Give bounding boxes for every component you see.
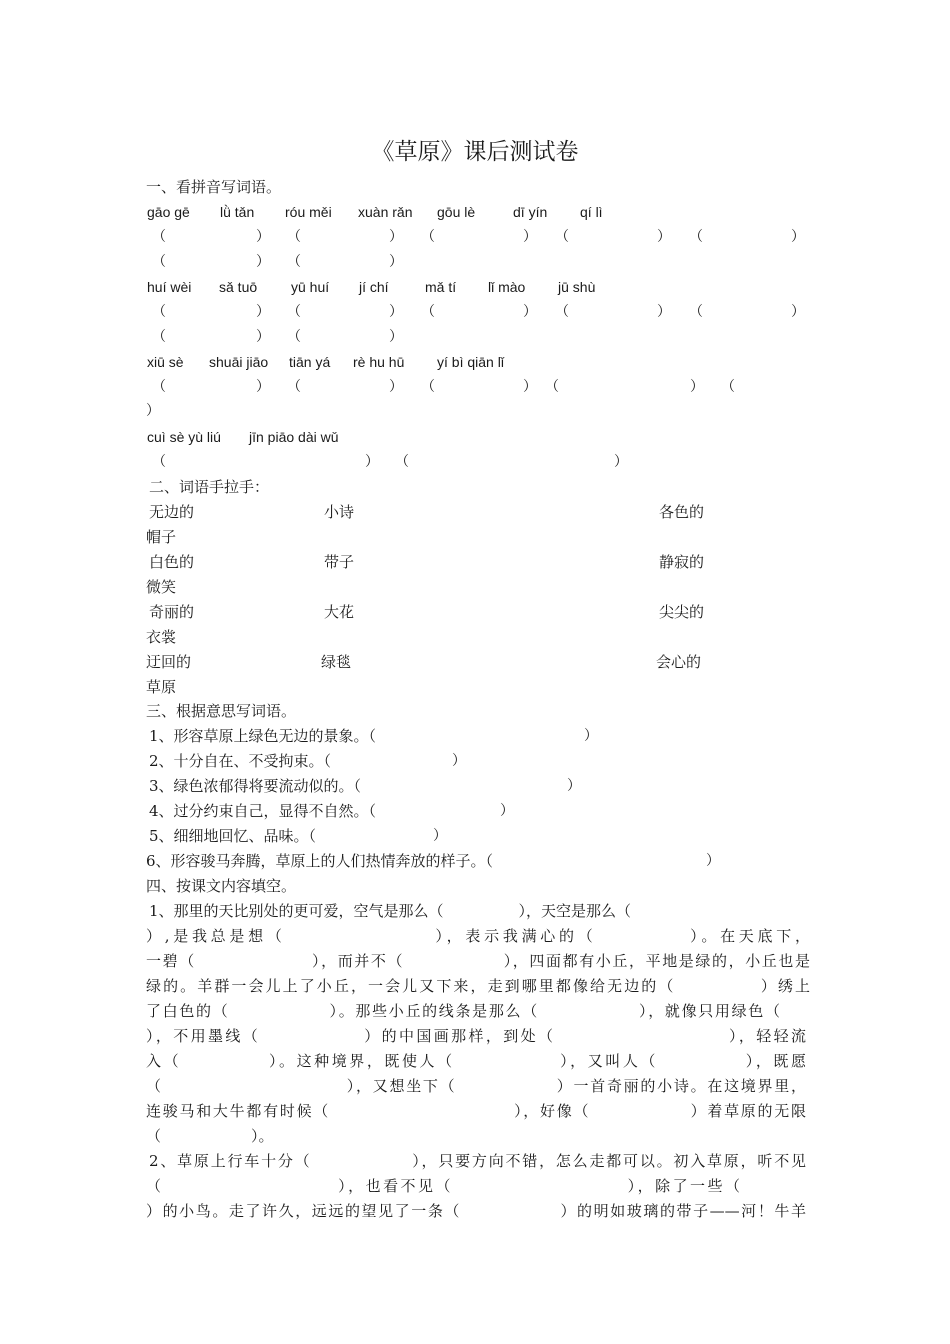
match-left-word: 会心的: [656, 653, 702, 671]
section-4-heading: 四、按课文内容填空。: [146, 877, 297, 895]
answer-close-bracket: ）: [584, 728, 598, 744]
match-right-word: 衣裳: [146, 628, 177, 646]
passage-line: 一碧（ ），而并不（ ），四面都有小丘，平地是绿的，小丘也是: [146, 952, 810, 970]
answer-close-bracket: ）: [690, 379, 704, 395]
pinyin-item: jí chí: [359, 279, 389, 295]
answer-close-bracket: ）: [614, 454, 628, 470]
answer-close-bracket: ）: [256, 379, 270, 395]
match-right-word: 微笑: [146, 578, 177, 596]
definition-item: 4、过分约束自己，显得不自然。（: [149, 802, 377, 820]
answer-close-bracket: ）: [389, 304, 403, 320]
answer-close-bracket: ）: [791, 229, 805, 245]
answer-close-bracket: ）: [389, 254, 403, 270]
answer-open-bracket: （: [721, 379, 735, 395]
pinyin-item: gōu lè: [437, 204, 476, 220]
answer-open-bracket: （: [421, 304, 435, 320]
answer-open-bracket: （: [689, 304, 703, 320]
pinyin-item: huí wèi: [147, 279, 192, 295]
pinyin-item: sǎ tuō: [219, 279, 258, 295]
pinyin-item: qí lì: [580, 204, 603, 220]
passage-line: ）,是我总是想（ ），表示我满心的（ ）。在天底下，: [146, 927, 810, 945]
answer-close-bracket: ）: [365, 454, 379, 470]
answer-close-bracket: ）: [523, 304, 537, 320]
section-1-heading: 一、看拼音写词语。: [146, 178, 282, 196]
answer-open-bracket: （: [152, 254, 166, 270]
answer-close-bracket: ）: [433, 828, 447, 844]
answer-close-bracket: ）: [657, 304, 671, 320]
answer-open-bracket: （: [555, 229, 569, 245]
answer-close-bracket: ）: [256, 254, 270, 270]
section-2-heading: 二、词语手拉手：: [149, 478, 270, 496]
pinyin-item: xuàn rǎn: [358, 204, 413, 220]
passage-line: ），不用墨线（ ）的中国画那样，到处（ ），轻轻流: [146, 1027, 806, 1045]
pinyin-item: lǜ tǎn: [220, 204, 255, 220]
answer-close-bracket: ）: [256, 304, 270, 320]
answer-close-bracket: ）: [706, 853, 720, 869]
answer-close-bracket: ）: [567, 778, 581, 794]
match-right-word: 带子: [324, 553, 355, 571]
answer-open-bracket: （: [152, 229, 166, 245]
pinyin-item: lǐ mào: [488, 279, 526, 295]
page-title: 《草原》课后测试卷: [371, 139, 579, 165]
match-left-word: 无边的: [149, 503, 195, 521]
answer-open-bracket: （: [287, 329, 301, 345]
answer-open-bracket: （: [555, 304, 569, 320]
pinyin-item: tiān yá: [289, 354, 331, 370]
answer-close-bracket: ）: [389, 329, 403, 345]
pinyin-item: jū shù: [558, 279, 596, 295]
answer-open-bracket: （: [421, 379, 435, 395]
definition-item: 2、十分自在、不受拘束。（: [149, 752, 332, 770]
pinyin-item: cuì sè yù liú: [147, 429, 221, 445]
pinyin-item: yū huí: [291, 279, 330, 295]
passage-line: 连骏马和大牛都有时候（ ），好像（ ）着草原的无限: [146, 1102, 806, 1120]
answer-close-bracket: ）: [256, 229, 270, 245]
answer-close-bracket: ）: [523, 379, 537, 395]
answer-close-bracket: ）: [389, 229, 403, 245]
passage-line: （ ）。: [146, 1127, 274, 1145]
answer-close-bracket: ）: [389, 379, 403, 395]
pinyin-item: rè hu hū: [353, 354, 405, 370]
definition-item: 1、形容草原上绿色无边的景象。（: [149, 727, 377, 745]
match-right-word: 小诗: [324, 503, 355, 521]
answer-open-bracket: （: [287, 229, 301, 245]
passage-line: 入（ ）。这种境界，既使人（ ），又叫人（ ），既愿: [146, 1052, 806, 1070]
match-right-word: 绿毯: [321, 653, 352, 671]
passage-line: 了白色的（ ）。那些小丘的线条是那么（ ），就像只用绿色（: [146, 1002, 780, 1020]
answer-open-bracket: （: [152, 454, 166, 470]
answer-close-bracket: ）: [657, 229, 671, 245]
definition-item: 3、绿色浓郁得将要流动似的。（: [149, 777, 362, 795]
match-left-word: 尖尖的: [659, 603, 705, 621]
match-left-word: 各色的: [659, 503, 705, 521]
answer-open-bracket: （: [287, 304, 301, 320]
answer-open-bracket: （: [152, 329, 166, 345]
answer-open-bracket: （: [152, 304, 166, 320]
match-right-word: 草原: [146, 678, 177, 696]
answer-open-bracket: （: [545, 379, 559, 395]
pinyin-item: róu měi: [285, 204, 332, 220]
answer-open-bracket: （: [152, 379, 166, 395]
answer-close-bracket: ）: [452, 753, 466, 769]
match-right-word: 大花: [324, 603, 355, 621]
answer-close-bracket: ）: [791, 304, 805, 320]
passage-line: 2、草原上行车十分（ ），只要方向不错，怎么走都可以。初入草原，听不见: [149, 1152, 806, 1170]
answer-close-bracket: ）: [146, 403, 160, 419]
match-left-word: 迂回的: [146, 653, 192, 671]
passage-line: （ ），也看不见（ ），除了一些（: [146, 1177, 740, 1195]
match-left-word: 奇丽的: [149, 603, 195, 621]
section-3-heading: 三、根据意思写词语。: [146, 702, 297, 720]
match-left-word: 白色的: [149, 553, 195, 571]
passage-line: ）的小鸟。走了许久，远远的望见了一条（ ）的明如玻璃的带子——河！牛羊: [146, 1202, 806, 1220]
pinyin-item: dī yín: [513, 204, 548, 220]
pinyin-item: gāo gē: [147, 204, 190, 220]
definition-item: 5、细细地回忆、品味。（: [149, 827, 317, 845]
answer-open-bracket: （: [395, 454, 409, 470]
passage-line: （ ），又想坐下（ ）一首奇丽的小诗。在这境界里，: [146, 1077, 806, 1095]
answer-open-bracket: （: [287, 254, 301, 270]
match-right-word: 帽子: [146, 528, 177, 546]
pinyin-item: xiū sè: [147, 354, 184, 370]
answer-open-bracket: （: [421, 229, 435, 245]
answer-close-bracket: ）: [500, 803, 514, 819]
definition-item: 6、形容骏马奔腾，草原上的人们热情奔放的样子。（: [146, 852, 494, 870]
answer-close-bracket: ）: [256, 329, 270, 345]
passage-line: 绿的。羊群一会儿上了小丘，一会儿又下来，走到哪里都像给无边的（ ）绣上: [146, 977, 810, 995]
answer-open-bracket: （: [689, 229, 703, 245]
pinyin-item: jīn piāo dài wǔ: [249, 429, 339, 445]
pinyin-item: yí bì qiān lǐ: [437, 354, 504, 370]
answer-open-bracket: （: [287, 379, 301, 395]
match-left-word: 静寂的: [659, 553, 705, 571]
pinyin-item: shuāi jiāo: [209, 354, 269, 370]
pinyin-item: mǎ tí: [425, 279, 457, 295]
passage-line: 1、那里的天比别处的更可爱，空气是那么（ ），天空是那么（: [149, 902, 632, 920]
answer-close-bracket: ）: [523, 229, 537, 245]
